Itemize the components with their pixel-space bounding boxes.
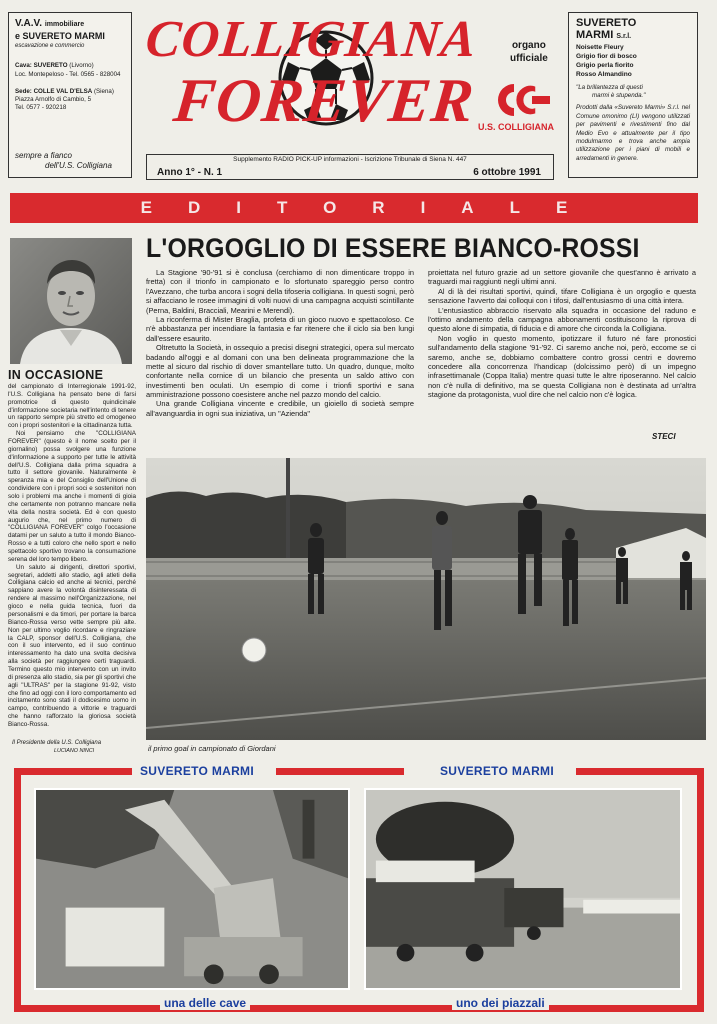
banner-text: EDITORIALE xyxy=(140,198,604,217)
ad-top-rule xyxy=(14,768,132,775)
article-column-left xyxy=(146,268,414,454)
issue-date: 6 ottobre 1991 xyxy=(473,167,541,178)
article-paragraph: L'entusiastico abbraccio riservato alla squadra in occasione del raduno e l'ottimo andamento della campagna abbonamenti costituiscono la riprova di questo alone di simpatia, di fiducia e di amore che circonda la Colligiana. xyxy=(428,305,696,334)
ad-description: Prodotti dalla «Suvereto Marmi» S.r.l. nel Comune omonimo (LI) vengono utilizzati per pavimenti e rivestimenti fino dal Medio Evo e attualmente per il tipo modulmarmo e trova anche ampia utilizzazione per i piani di mobili e arredamenti in genere. xyxy=(576,104,690,162)
suvereto-pre: e xyxy=(15,31,21,41)
ad-title-left: SUVERETO MARMI xyxy=(140,764,254,778)
organo-line2: ufficiale xyxy=(510,52,548,64)
organo-line1: organo xyxy=(511,40,546,51)
sede-prov: (Siena) xyxy=(93,87,114,95)
supplement-line: Supplemento RADIO PICK-UP informazioni - Iscrizione Tribunale di Siena N. 447 xyxy=(233,156,467,163)
signature-role: Il Presidente della U.S. Colligiana xyxy=(12,740,102,746)
suvereto-ad-suffix: S.r.l. xyxy=(616,33,632,41)
stone-item: Rosso Almandino xyxy=(576,70,632,78)
cava-place: SUVERETO xyxy=(33,62,68,70)
sidebar-body xyxy=(8,383,136,728)
sede-addr1: Piazza Arnolfo di Cambio, 5 xyxy=(15,95,92,103)
quarry-photo xyxy=(34,788,350,990)
ad-caption-right: uno dei piazzali xyxy=(452,996,549,1010)
stone-list xyxy=(576,44,690,80)
vav-footer-2: dell'U.S. Colligiana xyxy=(45,161,112,170)
match-photo xyxy=(146,458,706,740)
article-paragraph: Al di là dei risultati sportivi, quindi, tifare Colligiana è un orgoglio e questa sensazione l'avverto dai colloqui con i tifosi, dall'entusiasmo di una città intera. xyxy=(428,286,696,306)
president-portrait xyxy=(10,238,132,364)
sede-addr2: Tel. 0577 - 920218 xyxy=(15,103,67,111)
sidebar-signature xyxy=(12,740,101,755)
article-byline: STECI xyxy=(652,432,676,441)
vav-ad-box xyxy=(8,12,132,178)
stone-item: Noisette Fleury xyxy=(576,44,624,52)
cava-addr: Loc. Montepeloso - Tel. 0565 - 828004 xyxy=(15,70,121,78)
ad-caption-left: una delle cave xyxy=(160,996,250,1010)
signature-name: LUCIANO NINCI xyxy=(54,747,95,754)
sidebar-paragraph: del campionato di Interregionale 1991-92, l'U.S. Colligiana ha pensato bene di farsi promotrice di questo quindicinale d'informazione societaria nell'intento di tenere un rapporto sempre più stretto ed omogeneo con i propri sostenitori e la cittadinanza tutta. xyxy=(8,383,136,430)
masthead xyxy=(138,10,566,152)
club-name: U.S. COLLIGIANA xyxy=(478,122,554,132)
article-paragraph: proiettata nel futuro grazie ad un settore giovanile che quest'anno è arrivato a traguardi mai raggiunti negli ultimi anni. xyxy=(428,268,696,287)
ad-quote xyxy=(576,84,690,101)
editorial-banner xyxy=(10,193,698,223)
ad-quote-2: marmi è stupenda." xyxy=(592,92,646,100)
suvereto-title xyxy=(15,31,125,43)
suvereto-ad-title1: SUVERETO xyxy=(576,17,637,29)
vav-tagline: escavazione e commercio xyxy=(15,42,85,49)
masthead-title-line2: FOREVER xyxy=(170,67,478,135)
suvereto-ad-title2: MARMI xyxy=(576,29,614,42)
sidebar-paragraph: Un saluto ai dirigenti, direttori sportivi, segretari, addetti allo stadio, agli atleti della Colligiana calcio ed anche ai tecnici, perché sappiano avere la volontà disinteressata di rendere al massimo nell'Organizzazione, nel gioco e nella guida tecnica, fuori da personalismi e da timori, per portare la barca Bianco-Rossa verso vette sempre più alte. Non per ultimo voglio ricordare e ringraziare la CALP, sponsor dell'U.S. Colligiana, che con il suo intervento, ed il suo continuo interessamento ha dato una svolta decisiva alla società per raggiungere certi traguardi. Termino questo mio intervento con un invito di presenza allo stadio, sia per gli sportivi che agli "ULTRAS" per la stagione 91-92, visto che fino ad oggi con il loro comportamento ed incitamento sono stati il dodicesimo uomo in campo, contribuendo a vittorie e traguardi che hanno rafforzato la gloriosa società Bianco-Rossa. xyxy=(8,563,136,728)
suvereto-name: SUVERETO MARMI xyxy=(22,31,105,41)
sede-label: Sede: xyxy=(15,87,32,95)
masthead-title-line1: COLLIGIANA xyxy=(143,11,480,68)
sidebar-heading: IN OCCASIONE xyxy=(8,368,104,382)
ad-top-rule xyxy=(576,768,704,775)
sede-address xyxy=(15,88,125,112)
vav-name: V.A.V. xyxy=(15,18,43,29)
vav-footer xyxy=(15,151,112,171)
article-paragraph: La Stagione '90-'91 si è conclusa (cerchiamo di non dimenticare troppo in fretta) con il trionfo in campionato e lo sfortunato spareggio perso contro l'Avezzano, che turba ancora i sogni della tifoseria colligiana. In questi sogni, però si affacciano le rosee immagini di volti nuovi di una campagna acquisti scintillante (Perna, Baldini, Bracciali, Mearini e Merendi). xyxy=(146,268,414,315)
issue-box xyxy=(146,154,554,180)
suvereto-ad-title xyxy=(576,17,690,41)
article-headline: L'ORGOGLIO DI ESSERE BIANCO-ROSSI xyxy=(146,233,640,263)
ad-top-rule xyxy=(276,768,404,775)
us-colligiana-logo-icon xyxy=(492,78,552,122)
ad-quote-1: "La brillantezza di questi xyxy=(576,83,643,91)
sede-place: COLLE VAL D'ELSA xyxy=(33,87,93,95)
article-body xyxy=(146,268,702,454)
stone-item: Grigio perla fiorito xyxy=(576,61,634,69)
article-paragraph: La riconferma di Mister Braglia, profeta di un gioco nuovo e spettacoloso. Ce n'è abbastanza per incendiare la fantasia e far ritenere che il ciclo sia ben lungi dall'essere esaurito. xyxy=(146,314,414,343)
cava-label: Cava: xyxy=(15,62,32,70)
article-paragraph: Non voglio in questo momento, ipotizzare il futuro né fare pronostici sull'andamento della stagione '91-'92. Ci saremo anche noi, però, eccome se ci saremo, anche se, dobbiamo combattere contro grossi centri e dovremo concedere alla concorrenza l'handicap (dolcissimo però) di un impegno infrasettimanale (Coppa Italia) mentre quasi tutte le altre riposeranno. Nel calcio non c'è nulla di definitivo, ma se questa Colligiana non è destinata ad un'altra stagione da protagonista, vuol dire che nel calcio non c'è logica. xyxy=(428,333,696,400)
article-column-right xyxy=(428,268,696,454)
vav-subtitle: immobiliare xyxy=(44,21,85,28)
article-paragraph: Una grande Colligiana vincente e credibile, un gioiello di società sempre all'avanguardia in ogni sua iniziativa, un "Azienda" xyxy=(146,399,414,418)
article-paragraph: Oltretutto la Società, in ossequio a precisi disegni strategici, opera sul mercato badando all'oggi e al domani con una ben delineata programmazione che la mette al sicuro dal rischio di dover smantellare tutto. Un quadro, dunque, molto confortante nella cornice di un bilancio che presenta un saldo attivo con investimenti ben oculati. Un esempio di come i trionfi sportivi e sana amministrazione possono coesistere anche nel pazzo mondo del calcio. xyxy=(146,343,414,400)
photo-caption: il primo goal in campionato di Giordani xyxy=(148,744,276,753)
issue-number: Anno 1° - N. 1 xyxy=(157,167,223,178)
vav-title xyxy=(15,17,125,30)
stone-item: Grigio fior di bosco xyxy=(576,53,637,61)
yard-photo xyxy=(364,788,682,990)
cava-prov: (Livorno) xyxy=(69,62,94,70)
ad-title-right: SUVERETO MARMI xyxy=(440,764,554,778)
sidebar-paragraph: Noi pensiamo che "COLLIGIANA FOREVER" (questo è il nome scelto per il giornalino) possa svolgere una funzione d'informazione a supporto per tutte le attività dell'U.S. Colligiana dalla prima squadra a tutto il settore giovanile. Naturalmente è speranza mia e del Consiglio dell'Unione di condividere con i propri soci e sostenitori non solo i problemi ma anche i momenti di gioia che certamente non potranno mancare nella vita della nostra società. Ed è con questo augurio che, nel primo numero di "COLLIGIANA FOREVER" colgo l'occasione datami per un saluto a tutto il mondo Bianco-Rosso e a tutti coloro che nello sport e nello spettacolo sportivo trovano la consumazione serena del loro tempo libero. xyxy=(8,430,136,563)
cava-address xyxy=(15,62,125,78)
organo-ufficiale xyxy=(510,40,548,65)
vav-footer-1: sempre a fianco xyxy=(15,151,72,160)
suvereto-ad-box xyxy=(568,12,698,178)
